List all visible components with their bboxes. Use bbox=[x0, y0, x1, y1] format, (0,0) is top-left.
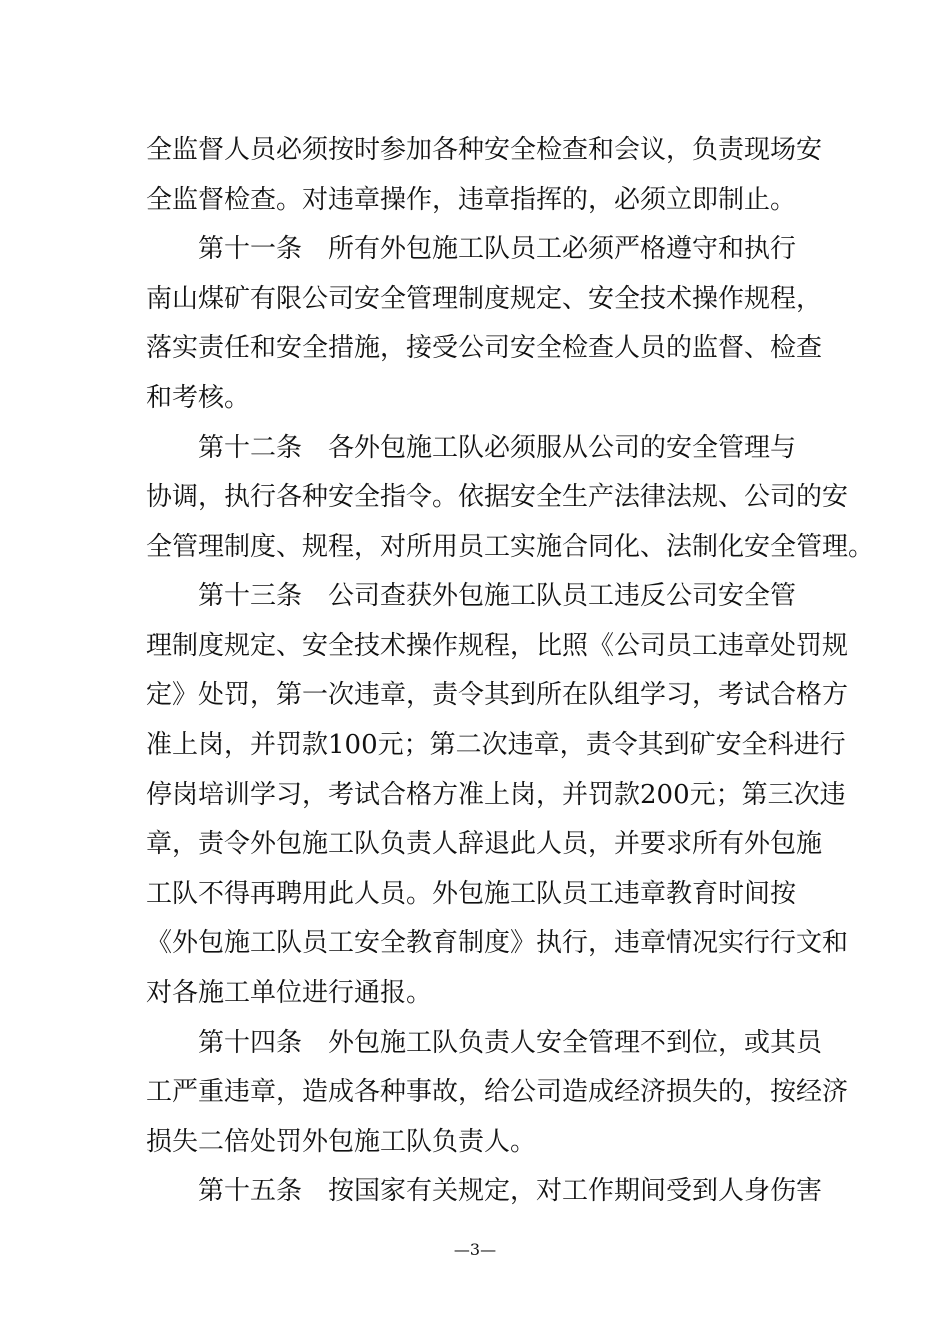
text-line: 协调，执行各种安全指令。依据安全生产法律法规、公司的安 bbox=[146, 482, 849, 512]
text-line: 和考核。 bbox=[146, 383, 251, 413]
text-line: 南山煤矿有限公司安全管理制度规定、安全技术操作规程， bbox=[146, 284, 823, 314]
text-line: 工队不得再聘用此人员。外包施工队员工违章教育时间按 bbox=[146, 879, 797, 909]
text-line: 停岗培训学习，考试合格方准上岗，并罚款200元；第三次违 bbox=[146, 780, 846, 810]
text-line: 对各施工单位进行通报。 bbox=[146, 978, 433, 1008]
text-line: 工严重违章，造成各种事故，给公司造成经济损失的，按经济 bbox=[146, 1077, 849, 1107]
text-line: 损失二倍处罚外包施工队负责人。 bbox=[146, 1127, 537, 1157]
text-line: 章，责令外包施工队负责人辞退此人员，并要求所有外包施 bbox=[146, 829, 823, 859]
text-line: 全监督检查。对违章操作，违章指挥的，必须立即制止。 bbox=[146, 185, 797, 215]
article-heading-line: 第十二条 各外包施工队必须服从公司的安全管理与 bbox=[198, 433, 797, 463]
text-line: 定》处罚，第一次违章，责令其到所在队组学习，考试合格方 bbox=[146, 680, 849, 710]
text-line: 准上岗，并罚款100元；第二次违章，责令其到矿安全科进行 bbox=[146, 730, 846, 760]
page-number: —3— bbox=[453, 1240, 497, 1259]
article-heading-line: 第十一条 所有外包施工队员工必须严格遵守和执行 bbox=[198, 234, 797, 264]
article-heading-line: 第十三条 公司查获外包施工队员工违反公司安全管 bbox=[198, 581, 797, 611]
text-line: 全监督人员必须按时参加各种安全检查和会议，负责现场安 bbox=[146, 135, 823, 165]
text-line: 理制度规定、安全技术操作规程，比照《公司员工违章处罚规 bbox=[146, 631, 849, 661]
article-heading-line: 第十四条 外包施工队负责人安全管理不到位，或其员 bbox=[198, 1028, 823, 1058]
text-line: 落实责任和安全措施，接受公司安全检查人员的监督、检查 bbox=[146, 333, 823, 363]
article-heading-line: 第十五条 按国家有关规定，对工作期间受到人身伤害 bbox=[198, 1176, 823, 1206]
text-line: 全管理制度、规程，对所用员工实施合同化、法制化安全管理。 bbox=[146, 532, 875, 562]
text-line: 《外包施工队员工安全教育制度》执行，违章情况实行行文和 bbox=[146, 928, 849, 958]
